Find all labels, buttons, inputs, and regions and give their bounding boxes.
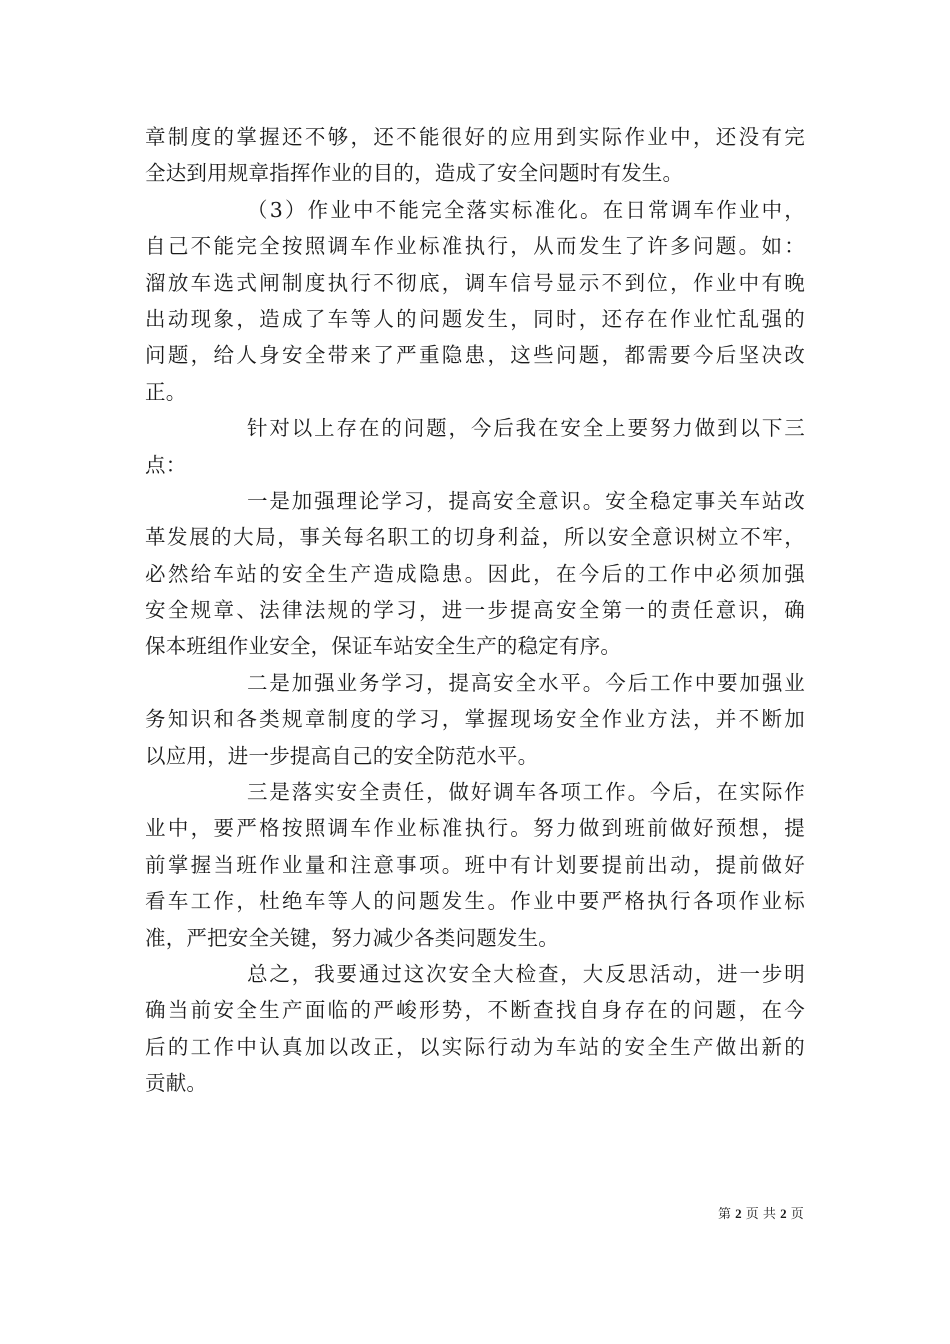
text-line: 针对以上存在的问题，今后我在安全上要努力做到以下三 — [247, 416, 805, 441]
footer-prefix: 第 — [718, 1207, 732, 1222]
text-line: 一是加强理论学习，提高安全意识。安全稳定事关车站改 — [247, 488, 805, 513]
current-page-number: 2 — [735, 1206, 742, 1221]
text-line: 准，严把安全关键，努力减少各类问题发生。 — [145, 925, 559, 950]
page-number-footer — [718, 1203, 804, 1222]
text-line: 务知识和各类规章制度的学习，掌握现场安全作业方法，并不断加 — [145, 707, 805, 732]
text-line: 后的工作中认真加以改正，以实际行动为车站的安全生产做出新的 — [145, 1034, 805, 1059]
text-line: 安全规章、法律法规的学习，进一步提高安全第一的责任意识，确 — [145, 598, 805, 623]
text-line: 正。 — [145, 379, 187, 404]
text-line: 必然给车站的安全生产造成隐患。因此，在今后的工作中必须加强 — [145, 561, 805, 586]
text-line: 前掌握当班作业量和注意事项。班中有计划要提前出动，提前做好 — [145, 852, 805, 877]
text-line: 章制度的掌握还不够，还不能很好的应用到实际作业中，还没有完 — [145, 125, 805, 149]
text-line: 贡献。 — [145, 1071, 208, 1096]
total-page-number: 2 — [780, 1206, 787, 1221]
text-line: 二是加强业务学习，提高安全水平。今后工作中要加强业 — [247, 670, 805, 695]
text-line: （3）作业中不能完全落实标准化。在日常调车作业中， — [247, 197, 805, 222]
text-line: 总之，我要通过这次安全大检查，大反思活动，进一步明 — [247, 961, 805, 986]
text-line: 保本班组作业安全，保证车站安全生产的稳定有序。 — [145, 634, 622, 659]
text-line: 溜放车选式闸制度执行不彻底，调车信号显示不到位，作业中有晚 — [145, 270, 805, 295]
text-line: 看车工作，杜绝车等人的问题发生。作业中要严格执行各项作业标 — [145, 889, 805, 914]
document-body — [145, 119, 805, 1102]
text-line: 三是落实安全责任，做好调车各项工作。今后，在实际作 — [247, 780, 805, 805]
text-line: 以应用，进一步提高自己的安全防范水平。 — [145, 743, 539, 768]
text-line: 出动现象，造成了车等人的问题发生，同时，还存在作业忙乱强的 — [145, 306, 805, 331]
text-line: 全达到用规章指挥作业的目的，造成了安全问题时有发生。 — [145, 161, 684, 186]
text-line: 自己不能完全按照调车作业标准执行，从而发生了许多问题。如： — [145, 234, 805, 259]
text-line: 革发展的大局，事关每名职工的切身利益，所以安全意识树立不牢， — [145, 525, 805, 550]
text-line: 业中，要严格按照调车作业标准执行。努力做到班前做好预想，提 — [145, 816, 805, 841]
text-line: 确当前安全生产面临的严峻形势，不断查找自身存在的问题，在今 — [145, 998, 805, 1023]
footer-middle: 页 共 — [745, 1207, 776, 1222]
text-line: 点： — [145, 452, 187, 477]
footer-suffix: 页 — [790, 1207, 804, 1222]
text-line: 问题，给人身安全带来了严重隐患，这些问题，都需要今后坚决改 — [145, 343, 805, 368]
